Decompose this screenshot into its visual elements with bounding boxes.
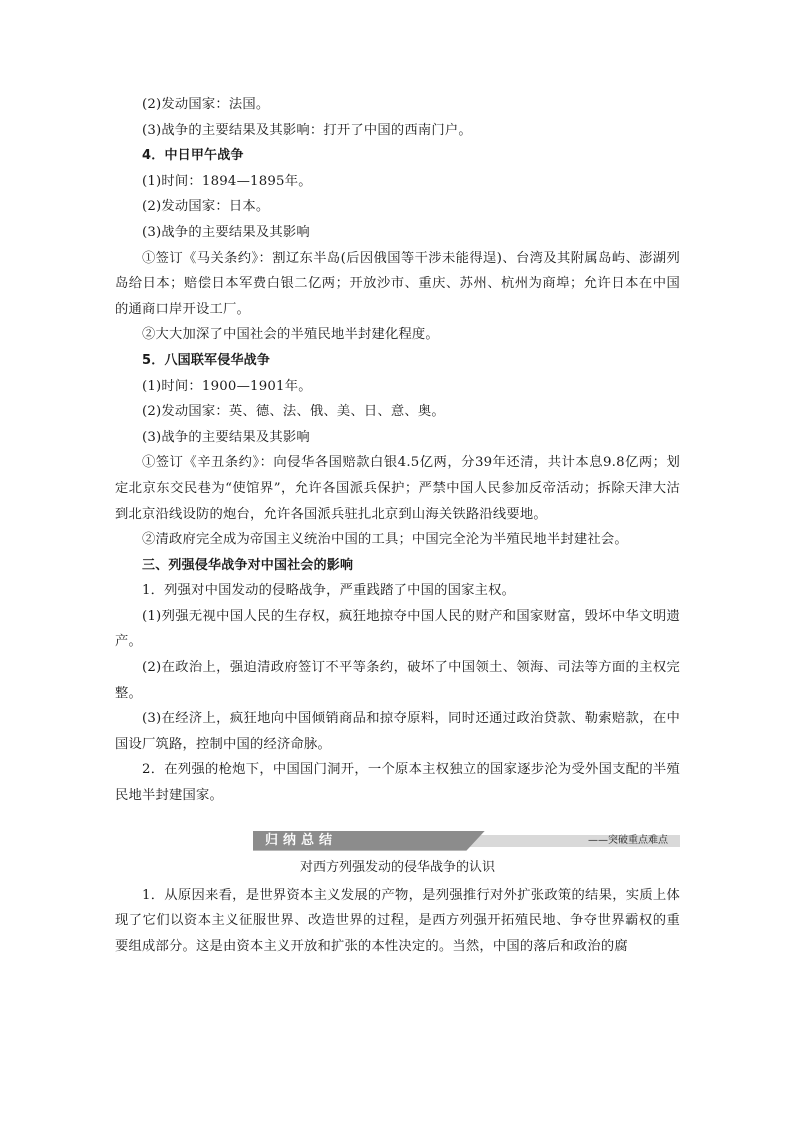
banner-title: 归纳总结 xyxy=(265,832,338,848)
paragraph: (3)在经济上，疯狂地向中国倾销商品和掠夺原料，同时还通过政治贷款、勒索赔款，在中国设厂筑路，控制中国的经济命脉。 xyxy=(115,711,680,752)
paragraph: (2)发动国家：日本。 xyxy=(142,199,270,215)
paragraph: (1)列强无视中国人民的生存权，疯狂地掠夺中国人民的财产和国家财富，毁坏中华文明遗产。 xyxy=(115,608,680,650)
paragraph: ②大大加深了中国社会的半殖民地半封建化程度。 xyxy=(142,327,439,343)
document-body xyxy=(115,92,680,959)
banner-subtitle: ——突破重点难点 xyxy=(588,834,668,846)
paragraph: 1．从原因来看，是世界资本主义发展的产物，是列强推行对外扩张政策的结果，实质上体现了它们以资本主义征服世界、改造世界的过程，是西方列强开拓殖民地、争夺世界霸权的重要组成部分。这是由资本主义开放和扩张的本性决定的。当然，中国的落后和政治的腐 xyxy=(115,887,680,954)
paragraph: (3)战争的主要结果及其影响 xyxy=(142,224,310,240)
summary-banner xyxy=(115,831,680,851)
paragraph: ①签订《马关条约》：割辽东半岛(后因俄国等干涉未能得逞)、台湾及其附属岛屿、澎湖列岛给日本；赔偿日本军费白银二亿两；开放沙市、重庆、苏州、杭州为商埠；允许日本在中国的通商口岸开设工厂。 xyxy=(115,250,680,317)
paragraph: (3)战争的主要结果及其影响：打开了中国的西南门户。 xyxy=(142,122,472,138)
paragraph: 2．在列强的枪炮下，中国国门洞开，一个原本主权独立的国家逐步沦为受外国支配的半殖民地半封建国家。 xyxy=(115,762,680,804)
paragraph: (2)在政治上，强迫清政府签订不平等条约，破坏了中国领土、领海、司法等方面的主权完整。 xyxy=(115,660,680,701)
paragraph: ①签订《辛丑条约》：向侵华各国赔款白银4.5亿两，分39年还清，共计本息9.8亿两；划定北京东交民巷为“使馆界”，允许各国派兵保护；严禁中国人民参加反帝活动；拆除天津大沽到北京沿线设防的炮台，允许各国派兵驻扎北京到山海关铁路沿线要地。 xyxy=(115,455,680,522)
heading-text: 5．八国联军侵华战争 xyxy=(142,352,271,368)
heading-text: 三、列强侵华战争对中国社会的影响 xyxy=(142,557,354,573)
section-heading xyxy=(115,143,680,169)
paragraph: ②清政府完全成为帝国主义统治中国的工具；中国完全沦为半殖民地半封建社会。 xyxy=(142,532,628,548)
paragraph: 1．列强对中国发动的侵略战争，严重践踏了中国的国家主权。 xyxy=(142,583,516,599)
heading-text: 4．中日甲午战争 xyxy=(142,148,244,164)
paragraph: (3)战争的主要结果及其影响 xyxy=(142,429,310,445)
paragraph: (1)时间：1894—1895年。 xyxy=(142,173,312,189)
section-heading xyxy=(115,553,680,579)
paragraph: (2)发动国家：英、德、法、俄、美、日、意、奥。 xyxy=(142,404,445,420)
section-heading xyxy=(115,348,680,374)
paragraph: (1)时间：1900—1901年。 xyxy=(142,378,312,394)
summary-title: 对西方列强发动的侵华战争的认识 xyxy=(299,859,495,875)
paragraph: (2)发动国家：法国。 xyxy=(142,97,270,112)
